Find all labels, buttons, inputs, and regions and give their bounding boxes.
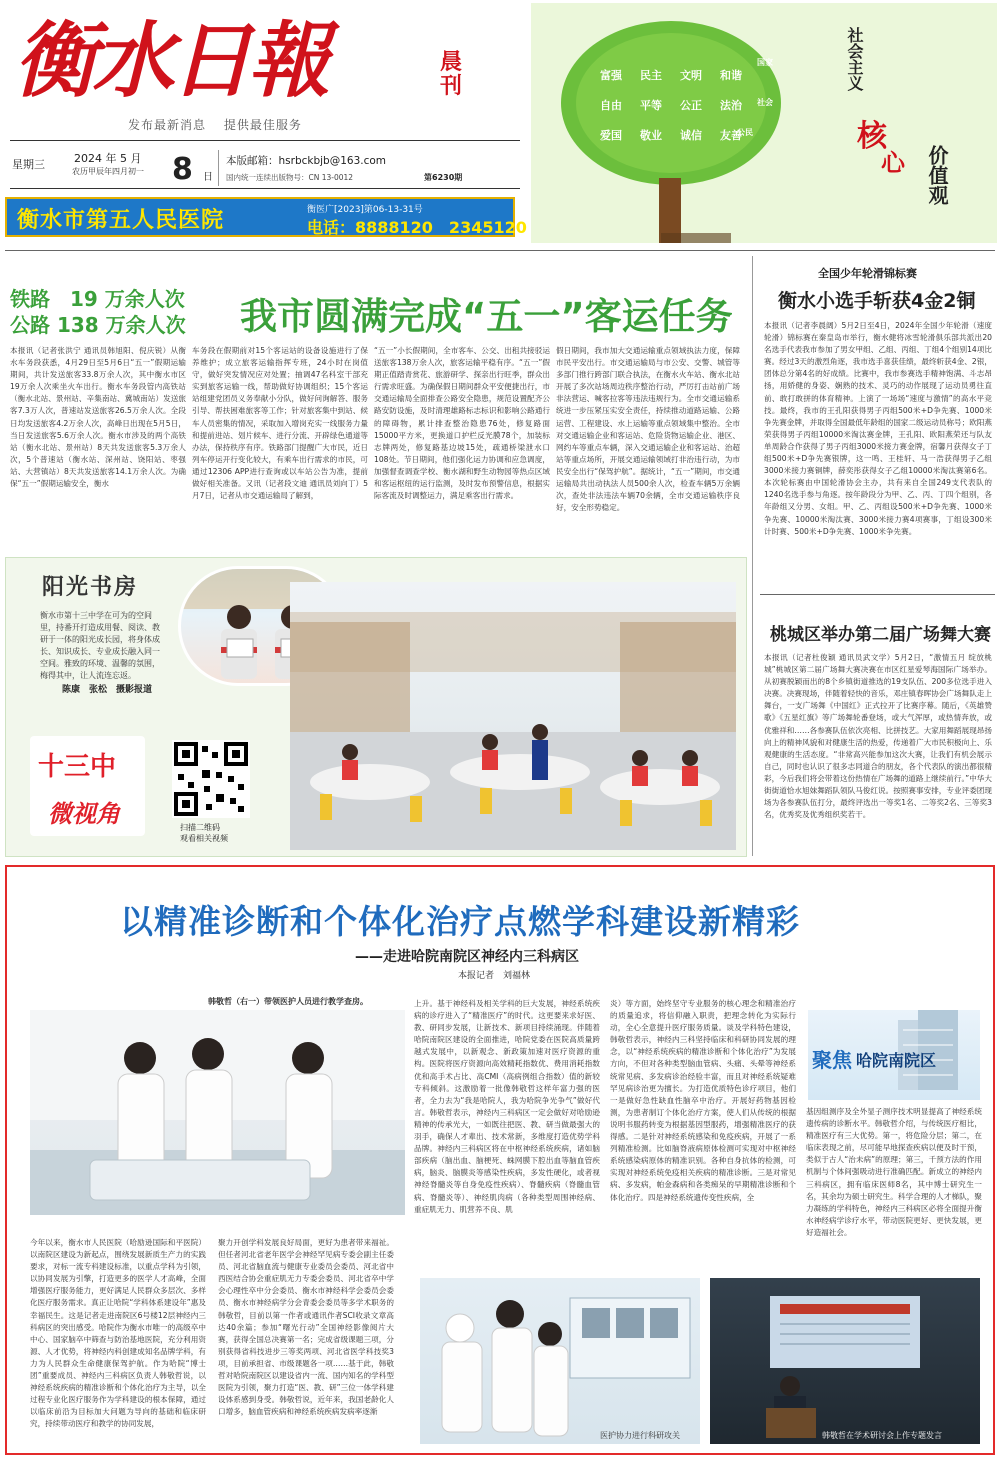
- values-title-d: 价值观: [925, 145, 949, 205]
- ad-title: 衡水市第五人民医院: [17, 208, 225, 233]
- article-column: 本报讯（记者张洪宁 通讯员韩旭阳、倪庆锐）从衡水车务段获悉，4月29日至5月6日“五一”假期运输期间，共计发送旅客33.8万余人次，其中衡水市区19万余人次乘坐火车出行。衡水车务段管内高铁站（衡水北站、景州站、辛集南站、冀城南站）发送旅客7.3万人次，普速站发送旅客26.5万余人次。全段日均发送旅客4.2万余人次，高峰日出现在5月5日，当日发送旅客5.6万余人次。衡水市涉及的两个高铁站（衡水北站、景州站）8天共发送旅客5.3万余人次，5个普速站（衡水站、深州站、饶阳站、枣强站、大营镇站）8天共发送旅客14.1万余人次。为确保“五一”假期运输安全，衡水: [10, 346, 186, 489]
- value-word: 平等: [640, 99, 662, 112]
- feature-column: 基因组测序及全外显子测序技术明显提高了神经系统遗传病的诊断水平。韩敬哲介绍，与传统医疗相比，精准医疗有三大优势。第一，将危险分层；第二，在临床表现之前，尽可能早地探查疾病以便及时干预，类似于古人“治未病”的原理；第三，千预方法的作用机制与个体间强吸动进行准确匹配。新成立的神经内三科病区，拥有临床医师8名，其中博士研究生一名，其余均为硕士研究生。科学合理的人才梯队，聚力凝练的学科特色，神经内三科病区必将全面提升衡水神经病学诊疗水平，带动医院更好、更快发展，更好造福社会。: [806, 1107, 982, 1237]
- dance-headline: 桃城区举办第二届广场舞大赛: [770, 625, 991, 645]
- library-photo: [290, 582, 736, 850]
- qr-code-icon: [172, 740, 250, 818]
- masthead-logo: 衡水日報: [14, 13, 326, 109]
- value-word: 自由: [600, 99, 622, 112]
- skating-kicker: 全国少年轮滑锦标赛: [818, 267, 917, 280]
- hospital-ad[interactable]: [5, 197, 527, 237]
- photo2-caption: 医护协力进行科研攻关: [600, 1431, 680, 1440]
- value-word: 友善: [720, 129, 742, 142]
- feature-column: 炎）等方面，始终坚守专业服务的核心理念和精准治疗的质量追求，将信仰融入职责，把理念转化为实际行动，全心全意提升医疗服务质量。谈及学科特色建设，韩敬哲表示，神经内三科坚持临床和科研协同发展的理念，以“神经系统疾病的精准诊断和个体化治疗”为发展方向，不但对各种类型脑血管病、头痛、头晕等神经系统常见病、多发病诊治经验丰富，而且对神经系统疑难罕见病诊治更为擅长。为打造优质特色诊疗项目，他们一是做好急性缺血性脑卒中治疗。开展好药物基因检测，为患者制订个体化治疗方案，使人们从传统的根据说明书服药转变为根据基因型服药，增强精准医疗的获得感。二是针对神经系统感染和免疫疾病，开展了一系列精准检测。比如脑脊液病原体检测可实现对中枢神经系统感染病原体的精准识别。各种自身抗体的检测，可实现对神经系统免疫相关疾病的精准诊断。三是对常见病、多发病，帕金森病和各类痴呆的早期精准诊断和个体化治疗。四是神经系统遗传变性疾病，全: [610, 999, 796, 1202]
- library-scene: [290, 582, 736, 850]
- value-word: 民主: [640, 69, 662, 82]
- ward-round-photo: [30, 1010, 405, 1215]
- headline-transport: 我市圆满完成“五一”客运任务: [240, 295, 733, 338]
- value-tier-label: 公民: [737, 128, 753, 137]
- values-title-b: 核: [857, 119, 887, 154]
- article-column: 假日期间，我市加大交通运输重点领域执法力度，保障市民平安出行。市交通运输局与市公安、交警、城管等多部门推行跨部门联合执法，在衡水火车站、衡水北站开展了多次站场周边秩序整治行动，严厉打击站前广场非法营运、喊客拉客等违法违规行为。全市交通运输系统进一步压紧压实安全责任，持续推动道路运输、公路运营、工程建设、水上运输等重点领域集中整治。全市对交通运输企业和客运站、危险货物运输企业、港区、网约车等重点车辆，深入交通运输企业和客运站、治超站等重点场所，开展交通运输领域打非治违行动，为市民安全出行“保驾护航”。据统计，“五一”期间，市交通运输局共出动执法人员500余人次，检查车辆5万余辆次，查处非法违法车辆70余辆，全市交通运输秩序良好，安全形势稳定。: [556, 346, 740, 513]
- badge-sub: 哈院南院区: [856, 1051, 937, 1070]
- date-line: 2024 年 5 月: [74, 152, 142, 165]
- value-word: 敬业: [640, 129, 662, 142]
- feature-column: 今年以来，衡水市人民医院（哈励逊国际和平医院）以南院区建设为新起点，围绕发展新质生产力的实践要求，对标一流专科建设标准，以重点学科为引领，以协同发展为引擎，打造更多的医学人才高峰，全面增强医疗服务能力，更好满足人民群众多层次、多样化医疗服务需求。真正让哈院“学科体系建设年”惠及幸福民生。这是记者走进南院区6号楼12层神经内三科病区的突出感受。哈院作为衡水市唯一的高级卒中中心、国家脑卒中筛查与防治基地医院，充分利用资源、人才优势，将神经内科创建成知名品牌学科，有力为人民群众生命健康保驾护航。作为哈院“博士团”重要成员、神经内三科病区负责人韩敬哲说，以神经系统疾病的精准诊断和个体化治疗为主导，以全过程专业化医疗服务作为学科建设的根本保障，通过以临床前沿为目标加大问题为导向的基础和临床研究，持续带动医疗和教学的协同发展，: [30, 1238, 206, 1429]
- email-line: 本版邮箱：hsrbckbjb@163.com: [226, 155, 387, 167]
- dance-body: 本报讯（记者杜俊颖 通讯员武文学）5月2日，“激情五月 绽放桃城”桃城区第二届广场舞大赛决赛在市区红星爱琴海国际广场举办。从初赛脱颖而出的8个乡镇街道推选的19支队伍、200多位选手进入决赛。决赛现场，伴随着轻快的音乐，邓庄镇春晖协会广场舞队走上舞台，一支广场舞《中国红》正式拉开了比赛序幕。随后，《英雄赞歌》《五星红旗》等广场舞轮番登场，或大气浑厚，或热情奔放，或优雅祥和……各参赛队伍依次亮相、比拼技艺。大家用舞蹈展现昂扬向上的精神风貌和对健康生活的热爱，传递着广大市民积极向上、乐观健康的生活态度。“非常高兴能参加这次大赛，让我们有机会展示自己，同时也认识了很多志同道合的朋友，各个代表队的演出都很精彩，今后我们将会带着这份热情在广场舞的道路上继续前行。”中华大街街道恰水旭妹舞蹈队领队马俊红说。按照赛事安排，专业评委团现场为各参赛队伍打分，最终评选出一等奖1名、二等奖2名、三等奖3名，优秀奖及优秀组织奖若干。: [764, 653, 992, 820]
- reading-description: 衡水市第十三中学在可为的空间里，持番开打造成用餐、阅读、教研于一体的阳光成长园，将身体成长、知识成长、专业成长融入同一空间。雅致的环境、温馨的氛围，梅得其中，让人流连忘返。: [40, 611, 160, 680]
- research-photo: [420, 1278, 700, 1444]
- value-tier-label: 国家: [757, 58, 773, 67]
- photo3-caption: 韩敬哲在学术研讨会上作专题发言: [822, 1431, 942, 1440]
- skating-headline: 衡水小选手斩获4金2铜: [778, 290, 976, 312]
- rail-stats: [10, 286, 186, 338]
- issue-number: 第6230期: [424, 173, 463, 182]
- value-word: 诚信: [680, 129, 702, 142]
- value-word: 和谐: [720, 69, 742, 82]
- lecture-photo: [710, 1278, 980, 1444]
- ad-phone: 电话：8888120 2345120: [307, 218, 527, 237]
- logo-line2: 微视角: [48, 799, 120, 828]
- school-logo: [30, 736, 145, 836]
- value-word: 文明: [680, 69, 702, 82]
- value-word: 公正: [680, 99, 702, 112]
- day-number: 8: [172, 152, 193, 187]
- skating-body: 本报讯（记者李晨阔）5月2日至4日，2024年全国少年轮滑（速度轮滑）锦标赛在秦皇岛市举行，衡水健将冰雪轮滑俱乐部共派出20名选手代表我市参加了男女甲组、乙组、丙组、丁组4个组别14项比赛。经过3天的激烈角逐，我市选手喜获佳绩，最终斩获4金、2银，团体总分第4名的好成绩。比赛中，我市参赛选手精神饱满、斗志昂扬，用娇健的身姿、娴熟的技术、灵巧的动作展现了运动员勇往直前、敢打敢拼的体育精神。上演了一场场“速度与激情”的高水平竞技。最终，我市的王孔阳获得男子丙组500米+D争先赛、1000米争先赛金牌，并取得全国最低年龄组的国家二级运动员称号；欧阳燕荣获得男子丙组10000米淘汰赛金牌，王孔阳、欧阳燕荣还与队友单周龄合作获得了男子丙组3000米接力赛金牌，宿馨月获得女子丁组500米+D争先赛银牌，这一鸣、王桂轩、马一浩获得男子乙组3000米接力赛铜牌，薛奕彤获得女子乙组10000米淘汰赛第6名。本次轮标赛由中国轮滑协会主办，共有来自全国249支代表队的1240名选手参与角逐。按年龄段分为甲、乙、丙、丁四个组别，各年龄组又分男、女组。甲、乙、丙组设500米+D争先赛、1000米争先赛、10000米淘汰赛、3000米接力赛4项赛事，丁组设300米计时赛、500米+D争先赛、1000米争先赛。: [764, 321, 992, 536]
- feature-column: 上升。基于神经科及相关学科的巨大发展，神经系统疾病的诊疗进入了“精准医疗”的时代。这更要来求好医、教、研同步发展，让新技术、新项目持续涌现。伴随着哈院南院区建设的全面推进，哈院党委在医院高质量跨越式发展中，以新观念、新政策加速对医疗资源的重构。医院将医疗资源向高效精耗指数优、费用消耗指数优和高手术占比、高CMI（高病例组合指数）值的新较专科倾斜。这激励着一批像韩敬哲这样年富力强的医者，全力去为“我是哈院人，我为哈院争光争气”做好代言。韩敬哲表示，神经内三科病区一定会做好对哈励逊精神的传承光大，一如既往把医、教、研当做最强大的羽手，确保人才辈出、技术常新，多维度打造优势学科品牌。神经内三科病区将在中枢神经系统疾病，诸如脑部疾病（脑出血、脑梗死、蛛网膜下腔出血等脑血管疾病，脑炎、脑膜炎等感染性疾病，多发性硬化，或者视神经脊髓炎等自身免疫性疾病）、脊髓疾病（脊髓血管病、脊髓炎等）、神经肌肉病（各种类型周围神经病、重症肌无力、肌营养不良、肌: [414, 999, 600, 1214]
- article-column: “五一”小长假期间，全市客车、公交、出租共接驳运送旅客138万余人次，旅客运输平稳有序。“五一”假期正值踏青赏花、旅游研学、探亲出行旺季，群众出行需求旺盛。为确保假日期间群众平安便捷出行，市交通运输局全面排查公路安全隐患，规范设置配齐公路安防设施，及时清理雄路标志标识和影响公路通行的障碍物，累计排查整治隐患76处，修复路面15000平方米，更换道口护栏反光膜78个，加装标志牌两处，修复路基边坡15处，疏通桥梁泄水口108处。节日期间，他们强化运力协调和应急调度，加强督查调查学校、衡水湖和野生动物园等热点区域和客运枢纽的运行监测，及时发布预警信息，根据实际客流及时调整运力，满足乘客出行需求。: [374, 346, 550, 501]
- campus-badge: [808, 1010, 980, 1100]
- qr-caption: 扫描二维码 观看相关视频: [180, 823, 228, 843]
- value-word: 法治: [720, 99, 742, 112]
- value-word: 爱国: [600, 129, 622, 142]
- lecture-scene: [710, 1278, 980, 1444]
- value-word: 富强: [600, 69, 622, 82]
- logo-line1: 十三中: [38, 752, 117, 782]
- article-column: 车务段在假期前对15个客运站的设备设施进行了保养维护；成立旅客运输指挥专班，24小时在岗值守，做好突发情况应对处置；抽调47名科室干部充实到旅客运输一线，帮助做好协调组织；15个客运站组建党团员义务奉献小分队，做好问询解答、服务引导、帮扶困难旅客等工作；针对旅客集中到站、候车人员密集的情况，采取加入增岗充实一线服务力量和提前进站、划片候车、进行分流、开辟绿色通道等办法，保持秩序有序。铁路部门提醒广大市民，近日列车停运开行变化较大，有乘车出行需求的市民，可通过12306 APP进行查询或以车站公告为准，提前做好相关准备。又讯（记者段文迪 通讯员刘向丁）5月7日，记者从市交通运输局了解到，: [192, 346, 368, 501]
- value-tier-label: 社会: [757, 98, 773, 107]
- core-values-panel: [531, 3, 997, 243]
- reading-title: 阳光书房: [42, 574, 139, 600]
- values-title-a: 社会主义: [845, 27, 864, 91]
- ward-round-scene: [30, 1010, 405, 1215]
- ad-license: 衡医广[2023]第06-13-31号: [307, 205, 423, 215]
- photo1-caption: 韩敬哲（右一）带领医护人员进行教学查房。: [208, 996, 368, 1006]
- photo-credit: 陈康 张松 摄影报道: [62, 685, 153, 695]
- masthead-slogan: 发布最新消息 提供最佳服务: [128, 118, 302, 132]
- masthead-edition: 晨刊: [440, 49, 463, 99]
- feature-headline: 以精准诊断和个体化治疗点燃学科建设新精彩: [120, 902, 800, 941]
- values-title-c: 心: [881, 148, 905, 177]
- feature-subhead: ——走进哈院南院区神经内三科病区: [355, 949, 579, 965]
- day-unit: 日: [203, 172, 213, 183]
- feature-reporter: 本报记者 刘福林: [458, 971, 531, 981]
- lunar-date: 农历甲辰年四月初一: [72, 167, 144, 176]
- weekday: 星期三: [12, 158, 45, 171]
- road-stat: 公路 138 万余人次: [10, 313, 186, 337]
- feature-column: 聚力开创学科发展良好局面，更好为患者带来福祉。但任者河北省老年医学会神经罕见病专委会副主任委员、河北省脑血流与健康专业委员会委员、河北省中西医结合协会重症肌无力专委会委员、河北省卒中学会心理性卒中分会委员、衡水市神经科学会委员会委员、衡水市神经病学分会青委会委员等多学术职务的韩敬哲，目前以第一作者或通讯作者SCI收录文章高达40余篇；参加“曙光行动”全国神经影像阅片大赛，获得全国总决赛第一名；完成省级课题三项，分别获得省科技进步三等奖两项、河北省医学科技奖3项，目前承担省、市级课题各一项……基于此，韩敬哲对哈院南院区以建设省内一流、国内知名的学科型医院为引领，聚力打造“医、教、研”三位一体学科建设体系感到身受。韩敬哲说，近年来，我国老龄化人口增多，脑血管疾病和神经系统疾病发病率逐渐: [218, 1238, 394, 1417]
- badge-main: 聚焦: [812, 1048, 852, 1072]
- rail-stat: 铁路 19 万余人次: [10, 287, 185, 311]
- research-scene: [420, 1278, 700, 1444]
- qr-code[interactable]: [172, 740, 250, 818]
- serial-line: 国内统一连续出版物号：CN 13-0012: [226, 173, 354, 182]
